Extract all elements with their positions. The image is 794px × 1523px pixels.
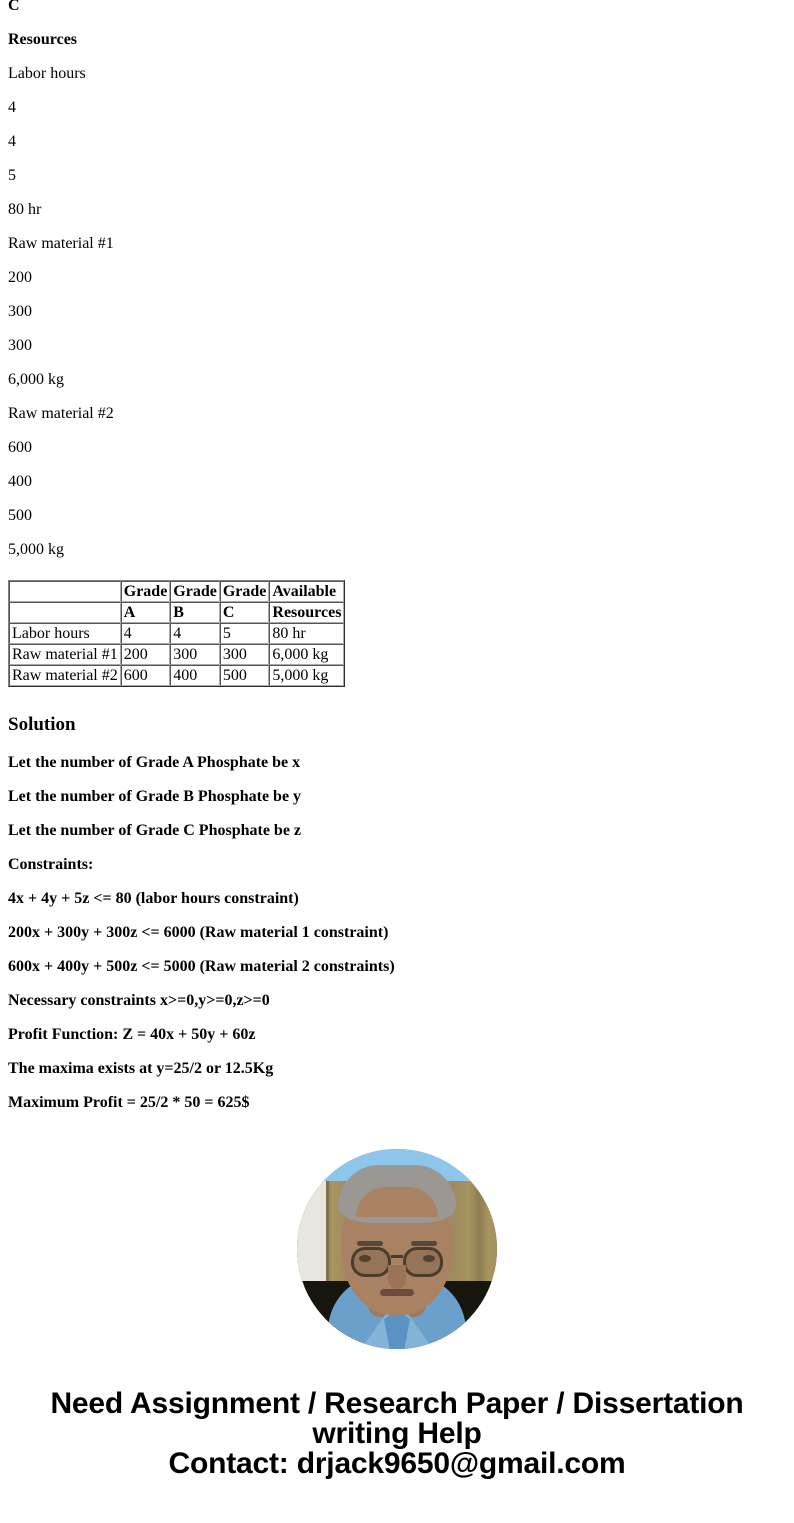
portrait-row bbox=[0, 1149, 794, 1349]
table-header-blank-2 bbox=[9, 602, 121, 623]
document-line: 6,000 kg bbox=[8, 371, 64, 388]
solution-line: Let the number of Grade C Phosphate be z bbox=[8, 822, 302, 839]
solution-line: Maximum Profit = 25/2 * 50 = 625$ bbox=[8, 1094, 250, 1111]
solution-heading: Solution bbox=[8, 714, 76, 735]
table-row bbox=[9, 623, 344, 644]
document-line: C bbox=[8, 0, 20, 14]
avatar-eyebrow-left bbox=[357, 1241, 383, 1246]
table-header-row-1 bbox=[9, 581, 344, 602]
table-cell-grade-c: 300 bbox=[220, 644, 270, 665]
avatar bbox=[297, 1149, 497, 1349]
document-line: 300 bbox=[8, 303, 32, 320]
solution-line: 200x + 300y + 300z <= 6000 (Raw material 1 constraint) bbox=[8, 924, 389, 941]
table-cell-label: Raw material #1 bbox=[9, 644, 121, 665]
document-line: 5 bbox=[8, 167, 16, 184]
avatar-background-panel bbox=[297, 1181, 329, 1289]
table-cell-grade-b: 300 bbox=[170, 644, 220, 665]
table-row bbox=[9, 665, 344, 686]
table-header-available-top: Available bbox=[269, 581, 344, 602]
document-line: 600 bbox=[8, 439, 32, 456]
table-cell-grade-c: 500 bbox=[220, 665, 270, 686]
avatar-glasses-bridge bbox=[391, 1255, 403, 1258]
table-cell-available: 6,000 kg bbox=[269, 644, 344, 665]
document-text-block bbox=[0, 0, 794, 558]
promo-line-3: Contact: drjack9650@gmail.com bbox=[168, 1447, 626, 1480]
table-cell-label: Raw material #2 bbox=[9, 665, 121, 686]
table-cell-grade-a: 200 bbox=[121, 644, 171, 665]
solution-line: Necessary constraints x>=0,y>=0,z>=0 bbox=[8, 992, 270, 1009]
table-cell-grade-a: 4 bbox=[121, 623, 171, 644]
promo-line-1: Need Assignment / Research Paper / Dissertation bbox=[50, 1387, 744, 1420]
table-header-row-2 bbox=[9, 602, 344, 623]
solution-line: 4x + 4y + 5z <= 80 (labor hours constraint) bbox=[8, 890, 299, 907]
table-header-grade-c-bottom: C bbox=[220, 602, 270, 623]
table-cell-available: 80 hr bbox=[269, 623, 344, 644]
table-cell-grade-a: 600 bbox=[121, 665, 171, 686]
solution-line: Profit Function: Z = 40x + 50y + 60z bbox=[8, 1026, 256, 1043]
document-line: 500 bbox=[8, 507, 32, 524]
avatar-glasses-right-lens bbox=[403, 1247, 443, 1277]
table-header-grade-a-top: Grade bbox=[121, 581, 171, 602]
solution-line: Constraints: bbox=[8, 856, 94, 873]
document-line: 5,000 kg bbox=[8, 541, 64, 558]
table-cell-available: 5,000 kg bbox=[269, 665, 344, 686]
document-line: 80 hr bbox=[8, 201, 42, 218]
table-header-grade-c-top: Grade bbox=[220, 581, 270, 602]
solution-line: 600x + 400y + 500z <= 5000 (Raw material 2 constraints) bbox=[8, 958, 395, 975]
table-cell-grade-b: 4 bbox=[170, 623, 220, 644]
table-cell-label: Labor hours bbox=[9, 623, 121, 644]
solution-line: Let the number of Grade A Phosphate be x bbox=[8, 754, 301, 771]
promo-line-2: writing Help bbox=[312, 1417, 482, 1450]
document-line: 200 bbox=[8, 269, 32, 286]
avatar-background-switch bbox=[298, 1218, 300, 1228]
table-header-resources-bottom: Resources bbox=[269, 602, 344, 623]
table-cell-grade-b: 400 bbox=[170, 665, 220, 686]
promo-block bbox=[0, 1389, 794, 1479]
resources-table bbox=[8, 580, 345, 687]
document-line: Raw material #2 bbox=[8, 405, 114, 422]
table-header-grade-b-bottom: B bbox=[170, 602, 220, 623]
resources-table-wrapper bbox=[0, 580, 794, 687]
table-row bbox=[9, 644, 344, 665]
table-cell-grade-c: 5 bbox=[220, 623, 270, 644]
avatar-hair bbox=[338, 1165, 456, 1223]
document-line: Resources bbox=[8, 31, 78, 48]
table-header-grade-b-top: Grade bbox=[170, 581, 220, 602]
document-line: 4 bbox=[8, 99, 16, 116]
table-header-blank-1 bbox=[9, 581, 121, 602]
solution-line: Let the number of Grade B Phosphate be y bbox=[8, 788, 302, 805]
document-line: Raw material #1 bbox=[8, 235, 114, 252]
table-header-grade-a-bottom: A bbox=[121, 602, 171, 623]
avatar-mouth bbox=[380, 1289, 414, 1296]
document-line: Labor hours bbox=[8, 65, 86, 82]
avatar-glasses-left-lens bbox=[351, 1247, 391, 1277]
solution-line-list bbox=[0, 755, 794, 1111]
avatar-eyebrow-right bbox=[411, 1241, 437, 1246]
flow-line-list bbox=[8, 0, 786, 558]
avatar-nose bbox=[388, 1265, 406, 1289]
document-line: 4 bbox=[8, 133, 16, 150]
solution-line: The maxima exists at y=25/2 or 12.5Kg bbox=[8, 1060, 274, 1077]
document-line: 400 bbox=[8, 473, 32, 490]
document-line: 300 bbox=[8, 337, 32, 354]
